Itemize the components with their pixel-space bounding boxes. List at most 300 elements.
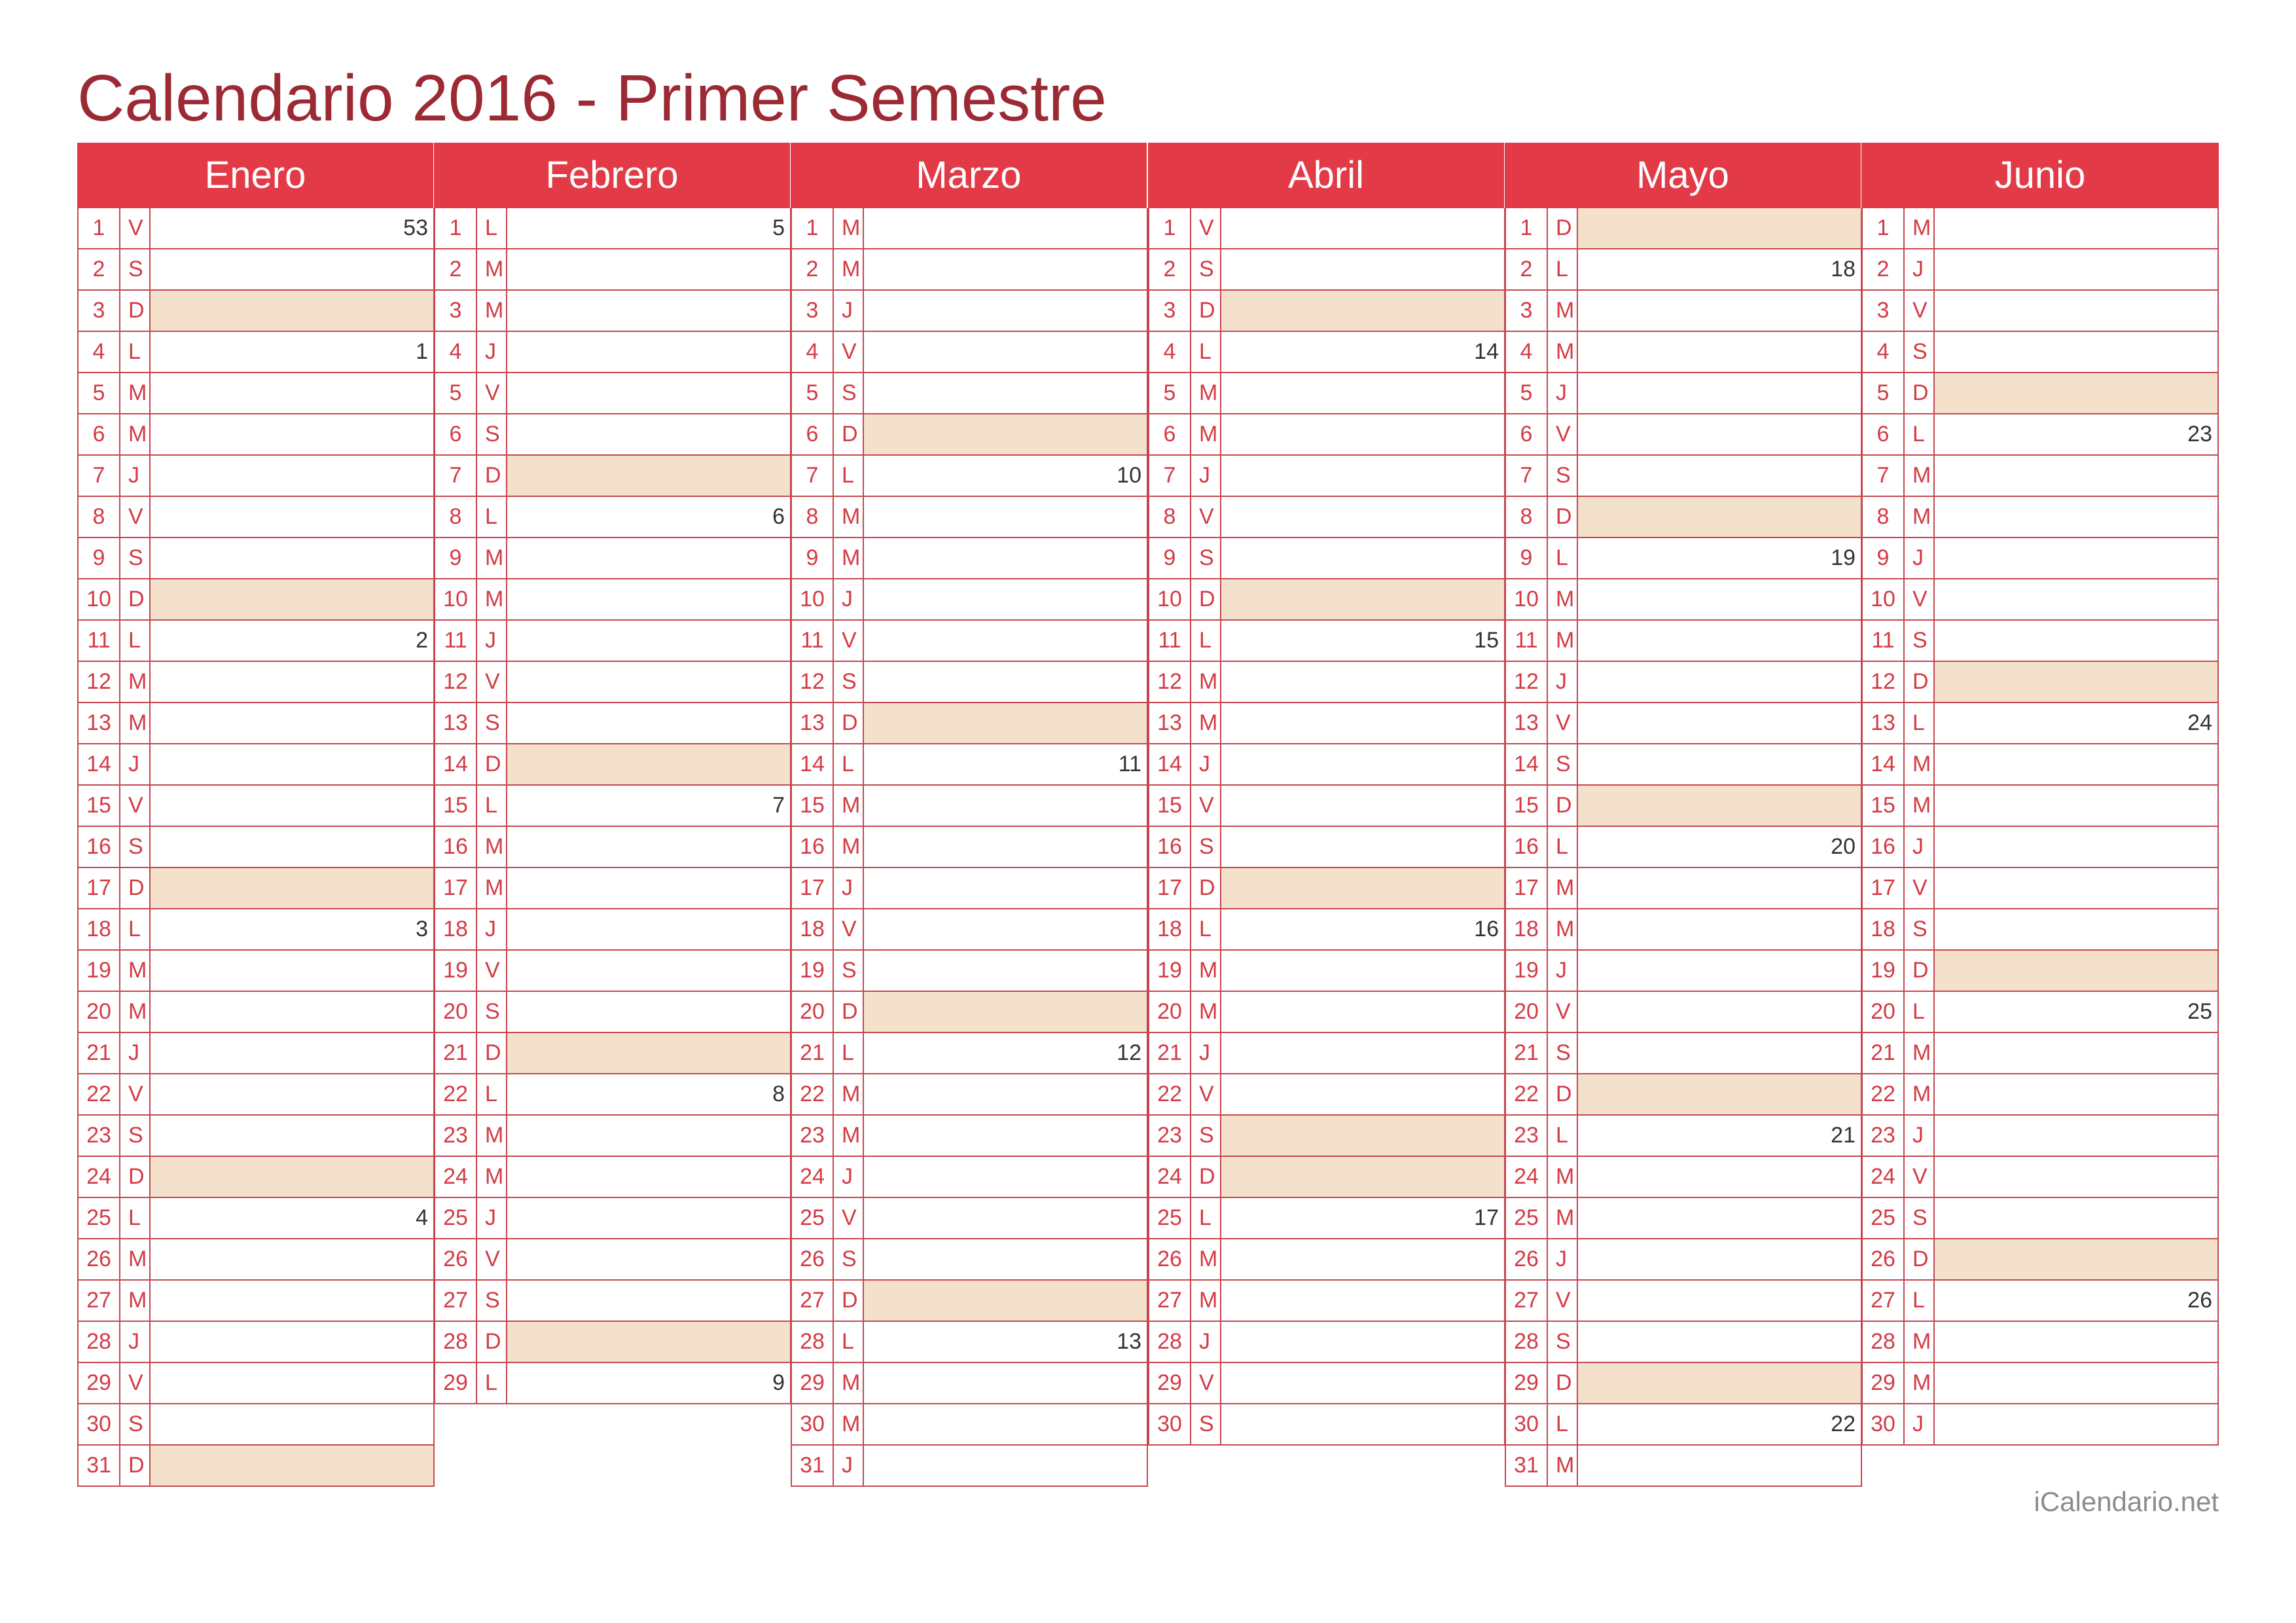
day-row <box>77 1322 435 1363</box>
weekday-letter: L <box>834 744 864 784</box>
day-row <box>434 1198 791 1239</box>
day-number: 3 <box>1149 291 1191 331</box>
day-row <box>77 291 435 332</box>
weekday-letter: V <box>1191 497 1221 537</box>
week-number <box>1221 208 1504 248</box>
day-number: 25 <box>435 1198 477 1238</box>
weekday-letter: S <box>1191 1116 1221 1156</box>
weekday-letter: S <box>1548 744 1578 784</box>
week-number <box>507 1322 790 1362</box>
day-row <box>1148 1239 1505 1281</box>
week-number <box>1935 373 2217 413</box>
day-row <box>77 621 435 662</box>
week-number: 16 <box>1474 917 1499 941</box>
weekday-letter: M <box>834 1116 864 1156</box>
day-number: 19 <box>1506 951 1548 991</box>
day-row <box>77 456 435 497</box>
week-number: 12 <box>1117 1040 1141 1065</box>
day-row <box>1148 868 1505 909</box>
week-number <box>1221 1363 1504 1403</box>
weekday-letter: V <box>120 208 151 248</box>
weekday-letter: D <box>1905 662 1935 702</box>
day-row <box>1505 1198 1862 1239</box>
day-row <box>434 1074 791 1116</box>
day-row <box>791 662 1148 703</box>
day-row <box>1148 662 1505 703</box>
day-number: 2 <box>79 249 120 289</box>
weekday-letter: D <box>1548 208 1578 248</box>
weekday-letter: S <box>834 1239 864 1279</box>
day-number: 20 <box>1863 992 1905 1032</box>
day-row <box>1861 497 2219 538</box>
day-row <box>77 909 435 951</box>
day-number: 4 <box>435 332 477 372</box>
weekday-letter: M <box>120 414 151 454</box>
weekday-letter: L <box>477 497 507 537</box>
day-row <box>791 579 1148 621</box>
day-number: 15 <box>79 786 120 826</box>
day-row <box>1505 332 1862 373</box>
week-number <box>1578 1281 1861 1321</box>
day-number: 8 <box>435 497 477 537</box>
weekday-letter: L <box>1191 1198 1221 1238</box>
weekday-letter: D <box>1548 497 1578 537</box>
day-number: 16 <box>435 827 477 867</box>
weekday-letter: L <box>477 208 507 248</box>
week-number <box>507 538 790 578</box>
week-number <box>1935 1239 2217 1279</box>
day-row <box>434 1281 791 1322</box>
day-row <box>791 497 1148 538</box>
weekday-letter: D <box>120 1157 151 1197</box>
day-number: 26 <box>1506 1239 1548 1279</box>
week-number <box>1578 744 1861 784</box>
day-number: 27 <box>435 1281 477 1321</box>
week-number: 9 <box>772 1370 785 1395</box>
day-row <box>434 1239 791 1281</box>
week-number <box>1935 1116 2217 1156</box>
day-row <box>1861 414 2219 456</box>
day-number: 20 <box>435 992 477 1032</box>
day-row <box>434 662 791 703</box>
day-number: 20 <box>79 992 120 1032</box>
day-number: 23 <box>1506 1116 1548 1156</box>
weekday-letter: S <box>1191 1404 1221 1444</box>
day-row <box>1505 1446 1862 1487</box>
week-number <box>1221 1239 1504 1279</box>
week-number <box>864 373 1147 413</box>
day-number: 18 <box>792 909 834 949</box>
day-number: 19 <box>1863 951 1905 991</box>
day-row <box>791 249 1148 291</box>
day-number: 7 <box>792 456 834 496</box>
week-number <box>1578 786 1861 826</box>
day-row <box>434 1363 791 1404</box>
day-number: 4 <box>792 332 834 372</box>
day-row <box>434 579 791 621</box>
weekday-letter: M <box>477 249 507 289</box>
weekday-letter: L <box>477 1363 507 1403</box>
week-number: 18 <box>1831 257 1856 282</box>
month-column <box>791 143 1148 1487</box>
day-number: 17 <box>79 868 120 908</box>
day-row <box>1505 414 1862 456</box>
day-number: 19 <box>1149 951 1191 991</box>
day-row <box>1505 909 1862 951</box>
weekday-letter: M <box>477 868 507 908</box>
weekday-letter: M <box>1191 373 1221 413</box>
day-row <box>1861 1322 2219 1363</box>
day-number: 9 <box>1863 538 1905 578</box>
week-number <box>1578 868 1861 908</box>
day-row <box>1861 992 2219 1033</box>
weekday-letter: V <box>477 951 507 991</box>
day-row <box>434 951 791 992</box>
weekday-letter: M <box>834 827 864 867</box>
weekday-letter: M <box>834 1074 864 1114</box>
week-number <box>507 868 790 908</box>
day-number: 21 <box>1149 1033 1191 1073</box>
day-row <box>1505 786 1862 827</box>
week-number <box>507 1116 790 1156</box>
day-row <box>791 1446 1148 1487</box>
day-number: 22 <box>1506 1074 1548 1114</box>
day-number: 5 <box>1149 373 1191 413</box>
day-row <box>1148 1074 1505 1116</box>
day-row <box>434 332 791 373</box>
day-row <box>791 291 1148 332</box>
weekday-letter: D <box>120 291 151 331</box>
weekday-letter: L <box>1548 1116 1578 1156</box>
day-number: 31 <box>792 1446 834 1486</box>
day-number: 21 <box>792 1033 834 1073</box>
week-number <box>1578 414 1861 454</box>
week-number: 23 <box>2187 422 2212 447</box>
day-number: 2 <box>1506 249 1548 289</box>
week-number: 17 <box>1474 1205 1499 1230</box>
day-number: 5 <box>435 373 477 413</box>
day-row <box>1505 662 1862 703</box>
day-number: 15 <box>435 786 477 826</box>
week-number <box>1935 579 2217 619</box>
week-number <box>1935 1322 2217 1362</box>
weekday-letter: S <box>1548 456 1578 496</box>
day-row <box>77 414 435 456</box>
week-number: 7 <box>772 793 785 818</box>
day-number: 7 <box>1149 456 1191 496</box>
weekday-letter: S <box>1905 1198 1935 1238</box>
weekday-letter: V <box>1905 291 1935 331</box>
day-row <box>791 951 1148 992</box>
day-row <box>1505 1074 1862 1116</box>
day-number: 3 <box>1863 291 1905 331</box>
weekday-letter: D <box>834 703 864 743</box>
week-number <box>1578 332 1861 372</box>
month-column <box>1861 143 2219 1446</box>
day-number: 1 <box>792 208 834 248</box>
day-row <box>77 827 435 868</box>
week-number <box>1221 1033 1504 1073</box>
day-number: 16 <box>1149 827 1191 867</box>
week-number <box>1578 1322 1861 1362</box>
day-row <box>1861 208 2219 249</box>
month-column <box>434 143 791 1404</box>
weekday-letter: L <box>1905 992 1935 1032</box>
week-number <box>1578 662 1861 702</box>
day-number: 26 <box>1149 1239 1191 1279</box>
day-number: 12 <box>1863 662 1905 702</box>
weekday-letter: V <box>477 662 507 702</box>
day-row <box>1148 1033 1505 1074</box>
day-number: 25 <box>79 1198 120 1238</box>
weekday-letter: V <box>834 621 864 661</box>
day-number: 3 <box>79 291 120 331</box>
day-number: 6 <box>435 414 477 454</box>
weekday-letter: M <box>477 538 507 578</box>
weekday-letter: M <box>1548 332 1578 372</box>
week-number <box>1935 868 2217 908</box>
weekday-letter: J <box>834 291 864 331</box>
week-number <box>1935 621 2217 661</box>
day-number: 1 <box>79 208 120 248</box>
weekday-letter: J <box>477 332 507 372</box>
week-number: 22 <box>1831 1412 1856 1436</box>
week-number <box>1935 1157 2217 1197</box>
week-number: 3 <box>416 917 428 941</box>
weekday-letter: D <box>1905 951 1935 991</box>
week-number <box>1935 538 2217 578</box>
weekday-letter: S <box>834 662 864 702</box>
day-number: 24 <box>1863 1157 1905 1197</box>
day-row <box>434 456 791 497</box>
weekday-letter: V <box>1548 414 1578 454</box>
weekday-letter: L <box>477 786 507 826</box>
week-number <box>507 291 790 331</box>
weekday-letter: V <box>120 1074 151 1114</box>
day-row <box>1505 497 1862 538</box>
week-number <box>1578 1033 1861 1073</box>
weekday-letter: M <box>1905 1033 1935 1073</box>
week-number <box>151 1116 433 1156</box>
weekday-letter: V <box>1905 1157 1935 1197</box>
week-number <box>151 951 433 991</box>
day-number: 8 <box>1506 497 1548 537</box>
weekday-letter: J <box>120 744 151 784</box>
week-number <box>864 1157 1147 1197</box>
week-number: 4 <box>416 1205 428 1230</box>
week-number <box>864 579 1147 619</box>
weekday-letter: D <box>1191 579 1221 619</box>
day-row <box>1505 1363 1862 1404</box>
day-row <box>434 373 791 414</box>
day-number: 30 <box>792 1404 834 1444</box>
day-number: 23 <box>1863 1116 1905 1156</box>
day-row <box>1861 1281 2219 1322</box>
week-number <box>1935 909 2217 949</box>
day-number: 16 <box>79 827 120 867</box>
day-number: 24 <box>792 1157 834 1197</box>
day-row <box>434 786 791 827</box>
week-number <box>864 538 1147 578</box>
day-number: 7 <box>1506 456 1548 496</box>
weekday-letter: M <box>1548 1157 1578 1197</box>
day-number: 15 <box>792 786 834 826</box>
day-row <box>791 332 1148 373</box>
weekday-letter: S <box>120 538 151 578</box>
day-number: 20 <box>1149 992 1191 1032</box>
weekday-letter: S <box>1548 1033 1578 1073</box>
day-row <box>434 1322 791 1363</box>
weekday-letter: M <box>834 538 864 578</box>
weekday-letter: J <box>1191 744 1221 784</box>
day-row <box>791 1281 1148 1322</box>
day-row <box>1148 1116 1505 1157</box>
day-row <box>1505 291 1862 332</box>
weekday-letter: M <box>1191 992 1221 1032</box>
week-number <box>151 1446 433 1486</box>
day-number: 29 <box>792 1363 834 1403</box>
week-number <box>1935 208 2217 248</box>
day-row <box>791 414 1148 456</box>
week-number <box>151 703 433 743</box>
day-row <box>434 538 791 579</box>
day-row <box>77 992 435 1033</box>
day-number: 12 <box>79 662 120 702</box>
weekday-letter: M <box>834 497 864 537</box>
day-row <box>791 538 1148 579</box>
weekday-letter: J <box>1905 827 1935 867</box>
weekday-letter: D <box>120 868 151 908</box>
weekday-letter: V <box>477 1239 507 1279</box>
weekday-letter: M <box>120 992 151 1032</box>
weekday-letter: J <box>1548 951 1578 991</box>
day-row <box>1505 1116 1862 1157</box>
weekday-letter: L <box>1548 538 1578 578</box>
weekday-letter: D <box>120 579 151 619</box>
day-number: 26 <box>792 1239 834 1279</box>
day-row <box>77 1074 435 1116</box>
week-number <box>151 538 433 578</box>
day-number: 25 <box>1506 1198 1548 1238</box>
day-number: 28 <box>1149 1322 1191 1362</box>
week-number <box>1221 1281 1504 1321</box>
weekday-letter: M <box>1905 456 1935 496</box>
day-number: 5 <box>792 373 834 413</box>
day-number: 8 <box>1863 497 1905 537</box>
weekday-letter: D <box>1191 868 1221 908</box>
week-number <box>1221 827 1504 867</box>
week-number <box>1578 951 1861 991</box>
week-number <box>1578 1157 1861 1197</box>
weekday-letter: J <box>1905 1404 1935 1444</box>
weekday-letter: J <box>1191 456 1221 496</box>
day-row <box>1148 827 1505 868</box>
week-number <box>1578 703 1861 743</box>
week-number <box>864 786 1147 826</box>
week-number <box>1578 1446 1861 1486</box>
day-row <box>791 1074 1148 1116</box>
week-number <box>1221 373 1504 413</box>
week-number <box>864 1198 1147 1238</box>
weekday-letter: J <box>1191 1322 1221 1362</box>
week-number <box>1221 1074 1504 1114</box>
weekday-letter: L <box>1191 332 1221 372</box>
day-row <box>1148 1198 1505 1239</box>
day-number: 29 <box>1506 1363 1548 1403</box>
week-number <box>507 332 790 372</box>
day-row <box>1148 579 1505 621</box>
week-number <box>151 1157 433 1197</box>
week-number <box>151 1033 433 1073</box>
week-number <box>507 909 790 949</box>
day-number: 11 <box>435 621 477 661</box>
day-number: 4 <box>1149 332 1191 372</box>
day-number: 30 <box>1506 1404 1548 1444</box>
day-number: 11 <box>792 621 834 661</box>
week-number <box>864 249 1147 289</box>
day-row <box>1148 538 1505 579</box>
weekday-letter: D <box>834 992 864 1032</box>
week-number <box>864 1281 1147 1321</box>
day-number: 19 <box>792 951 834 991</box>
week-number <box>1221 786 1504 826</box>
weekday-letter: J <box>1191 1033 1221 1073</box>
day-number: 18 <box>79 909 120 949</box>
week-number <box>507 249 790 289</box>
weekday-letter: D <box>1548 1074 1578 1114</box>
weekday-letter: V <box>1548 703 1578 743</box>
week-number <box>864 1116 1147 1156</box>
day-number: 20 <box>792 992 834 1032</box>
day-number: 5 <box>1506 373 1548 413</box>
day-number: 17 <box>1506 868 1548 908</box>
day-number: 31 <box>1506 1446 1548 1486</box>
day-number: 21 <box>1506 1033 1548 1073</box>
week-number <box>864 1404 1147 1444</box>
week-number <box>1221 662 1504 702</box>
day-row <box>1861 538 2219 579</box>
day-row <box>791 868 1148 909</box>
day-row <box>77 1404 435 1446</box>
weekday-letter: D <box>1548 786 1578 826</box>
week-number <box>1221 538 1504 578</box>
day-number: 16 <box>1506 827 1548 867</box>
week-number <box>864 414 1147 454</box>
week-number <box>151 1074 433 1114</box>
day-number: 17 <box>1149 868 1191 908</box>
day-row <box>791 1033 1148 1074</box>
week-number <box>151 1281 433 1321</box>
week-number <box>507 703 790 743</box>
weekday-letter: D <box>1548 1363 1578 1403</box>
week-number <box>1578 1363 1861 1403</box>
week-number <box>507 1033 790 1073</box>
weekday-letter: L <box>1548 1404 1578 1444</box>
weekday-letter: M <box>1905 1322 1935 1362</box>
week-number: 25 <box>2187 999 2212 1024</box>
weekday-letter: M <box>120 373 151 413</box>
day-number: 9 <box>792 538 834 578</box>
week-number: 13 <box>1117 1329 1141 1354</box>
weekday-letter: D <box>477 744 507 784</box>
week-number <box>1221 579 1504 619</box>
weekday-letter: S <box>1191 249 1221 289</box>
week-number <box>1935 1404 2217 1444</box>
weekday-letter: L <box>834 1322 864 1362</box>
month-header: Enero <box>77 143 435 208</box>
weekday-letter: M <box>834 1404 864 1444</box>
day-number: 1 <box>1149 208 1191 248</box>
